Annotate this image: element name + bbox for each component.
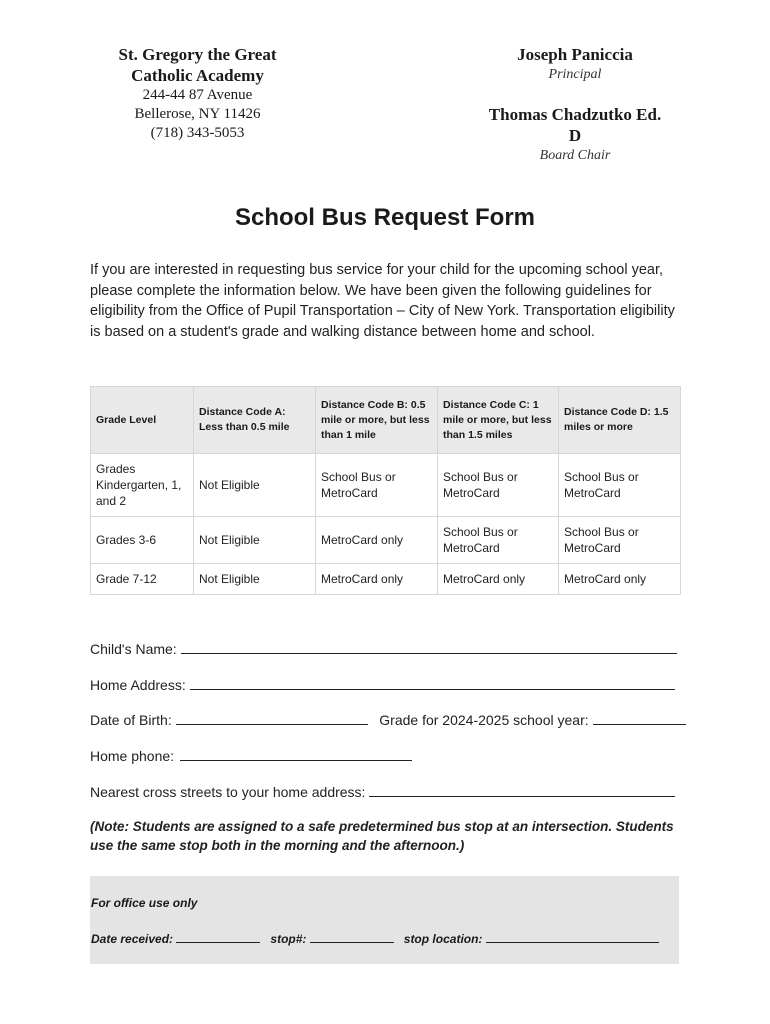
office-use-box xyxy=(90,876,679,964)
stop-number-input-line[interactable] xyxy=(310,932,394,943)
school-phone: (718) 343-5053 xyxy=(150,125,245,141)
office-use-title: For office use only xyxy=(91,896,198,910)
board-chair-name-line2: D xyxy=(568,126,582,145)
board-chair-name-line1: Thomas Chadzutko Ed. xyxy=(488,105,662,124)
principal-title: Principal xyxy=(548,67,602,82)
school-name-line2: Catholic Academy xyxy=(131,66,264,85)
grade-input-line[interactable] xyxy=(593,712,686,725)
principal-name: Joseph Paniccia xyxy=(517,45,633,64)
table-cell: School Bus or MetroCard xyxy=(316,454,438,517)
cross-streets-label: Nearest cross streets to your home address: xyxy=(90,784,366,800)
table-cell: Grades Kindergarten, 1, and 2 xyxy=(91,454,194,517)
child-name-field xyxy=(90,641,677,657)
table-row xyxy=(91,517,681,564)
stop-number-label: stop#: xyxy=(270,932,307,946)
school-info xyxy=(95,44,300,143)
dob-label: Date of Birth: xyxy=(90,712,172,728)
eligibility-table xyxy=(90,386,681,595)
board-chair-title: Board Chair xyxy=(539,148,611,163)
table-header: Distance Code D: 1.5 miles or more xyxy=(559,387,681,454)
table-header: Distance Code B: 0.5 mile or more, but less than 1 mile xyxy=(316,387,438,454)
table-header: Grade Level xyxy=(91,387,194,454)
home-phone-input-line[interactable] xyxy=(180,748,412,761)
home-phone-label: Home phone: xyxy=(90,748,175,764)
stop-location-label: stop location: xyxy=(403,932,483,946)
table-cell: School Bus or MetroCard xyxy=(438,517,559,564)
stop-location-input-line[interactable] xyxy=(486,932,659,943)
staff-info xyxy=(470,44,680,165)
school-address-line1: 244-44 87 Avenue xyxy=(142,87,253,103)
table-cell: Grade 7-12 xyxy=(91,564,194,595)
intro-paragraph: If you are interested in requesting bus service for your child for the upcoming school year, please complete the information below. We have been given the following guidelines for eligibility from the Office of Pupil Transportation – City of New York. Transportation eligibility is based on a student's grade and walking distance between home and school. xyxy=(90,262,675,341)
dob-input-line[interactable] xyxy=(176,712,368,725)
school-name-line1: St. Gregory the Great xyxy=(118,45,277,64)
home-address-label: Home Address: xyxy=(90,677,186,693)
form-title: School Bus Request Form xyxy=(234,204,536,231)
table-header: Distance Code C: 1 mile or more, but less than 1.5 miles xyxy=(438,387,559,454)
bus-stop-note: (Note: Students are assigned to a safe predetermined bus stop at an intersection. Students use the same stop both in the morning and the afternoon.) xyxy=(90,819,674,853)
table-header-row xyxy=(91,387,681,454)
dob-grade-row xyxy=(90,712,686,728)
date-received-label: Date received: xyxy=(91,932,174,946)
table-row xyxy=(91,564,681,595)
child-name-label: Child's Name: xyxy=(90,641,177,657)
table-cell: School Bus or MetroCard xyxy=(438,454,559,517)
home-address-field xyxy=(90,677,675,693)
office-use-fields xyxy=(91,932,659,946)
date-received-input-line[interactable] xyxy=(176,932,260,943)
table-header: Distance Code A: Less than 0.5 mile xyxy=(194,387,316,454)
cross-streets-field xyxy=(90,784,675,800)
table-cell: MetroCard only xyxy=(316,517,438,564)
home-address-input-line[interactable] xyxy=(190,677,675,690)
table-cell: MetroCard only xyxy=(438,564,559,595)
table-cell: Not Eligible xyxy=(194,454,316,517)
cross-streets-input-line[interactable] xyxy=(369,784,675,797)
table-cell: Not Eligible xyxy=(194,517,316,564)
table-cell: Not Eligible xyxy=(194,564,316,595)
table-cell: MetroCard only xyxy=(559,564,681,595)
grade-label: Grade for 2024-2025 school year: xyxy=(379,712,589,728)
table-cell: School Bus or MetroCard xyxy=(559,454,681,517)
school-address-line2: Bellerose, NY 11426 xyxy=(134,106,261,122)
child-name-input-line[interactable] xyxy=(181,641,677,654)
table-row xyxy=(91,454,681,517)
table-cell: Grades 3-6 xyxy=(91,517,194,564)
home-phone-field xyxy=(90,748,412,764)
table-cell: School Bus or MetroCard xyxy=(559,517,681,564)
table-cell: MetroCard only xyxy=(316,564,438,595)
